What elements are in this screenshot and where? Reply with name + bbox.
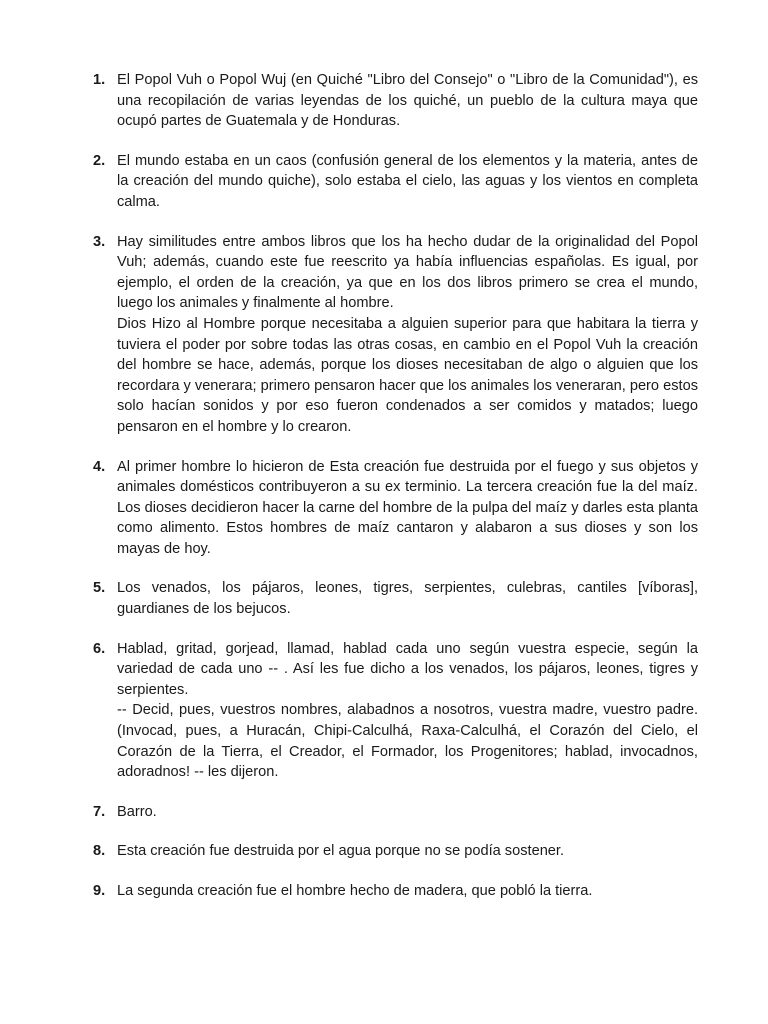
item-number: 2. (93, 152, 106, 169)
item-number: 1. (93, 72, 106, 88)
item-paragraph: Hay similitudes entre ambos libros que los ha hecho dudar de la originalidad del Popol Vuh; además, cuando este fue reescrito ya había influencias españolas. Es igual, por ejemplo, el orden de la creación, ya que en los dos libros primero se crea el mundo, luego los animales y finalmente al hombre. (117, 233, 698, 312)
item-paragraph: Los venados, los pájaros, leones, tigres, serpientes, culebras, cantiles [víboras], guardianes de los bejucos. (117, 580, 698, 618)
list-item (93, 802, 698, 823)
item-number: 4. (93, 458, 106, 475)
list-item (93, 639, 698, 783)
item-paragraph: -- Decid, pues, vuestros nombres, alabadnos a nosotros, vuestra madre, vuestro padre. (Invocad, pues, a Huracán, Chipi-Calculhá, Raxa-Calculhá, el Corazón del Cielo, el Corazón de la Tierra, el Creador, el Formador, los Progenitores; hablad, invocadnos, adoradnos! -- les dijeron. (117, 702, 698, 781)
list-item (93, 70, 698, 132)
item-paragraph: El Popol Vuh o Popol Wuj (en Quiché "Libro del Consejo" o "Libro de la Comunidad"), es una recopilación de varias leyendas de los quiché, un pueblo de la cultura maya que ocupó partes de Guatemala y de Honduras. (117, 72, 698, 130)
item-paragraph: Esta creación fue destruida por el agua porque no se podía sostener. (117, 843, 565, 860)
item-paragraph: Hablad, gritad, gorjead, llamad, hablad cada uno según vuestra especie, según la variedad de cada uno -- . Así les fue dicho a los venados, los pájaros, leones, tigres y serpientes. (117, 640, 698, 698)
list-item (93, 881, 698, 902)
list-item (93, 457, 698, 560)
item-paragraph: Al primer hombre lo hicieron de Esta creación fue destruida por el fuego y sus objetos y animales domésticos contribuyeron a su ex terminio. La tercera creación fue la del maíz. Los dioses decidieron hacer la carne del hombre de la pulpa del maíz y darles esta planta como alimento. Estos hombres de maíz cantaron y alabaron a sus dioses y son los mayas de hoy. (117, 458, 698, 557)
numbered-list (93, 70, 698, 921)
item-number: 8. (93, 843, 106, 860)
item-paragraph: Barro. (117, 803, 157, 820)
item-number: 6. (93, 640, 106, 657)
item-number: 9. (93, 883, 106, 899)
item-number: 7. (93, 803, 106, 820)
list-item (93, 578, 698, 619)
item-paragraph: El mundo estaba en un caos (confusión general de los elementos y la materia, antes de la creación del mundo quiche), solo estaba el cielo, las aguas y los vientos en completa calma. (117, 152, 698, 210)
list-item (93, 232, 698, 438)
list-item (93, 151, 698, 213)
item-paragraph: Dios Hizo al Hombre porque necesitaba a alguien superior para que habitara la tierra y tuviera el poder por sobre todas las otras cosas, en cambio en el Popol Vuh la creación del hombre se hace, además, porque los dioses necesitaban de algo o alguien que los recordara y venerara; primero pensaron hacer que los animales los veneraran, pero estos solo hacían sonidos y por eso fueron condenados a ser comidos y matados; luego pensaron en el hombre y lo crearon. (117, 315, 698, 435)
item-number: 3. (93, 233, 106, 250)
list-item (93, 841, 698, 862)
item-number: 5. (93, 580, 106, 597)
item-paragraph: La segunda creación fue el hombre hecho de madera, que pobló la tierra. (117, 883, 593, 899)
